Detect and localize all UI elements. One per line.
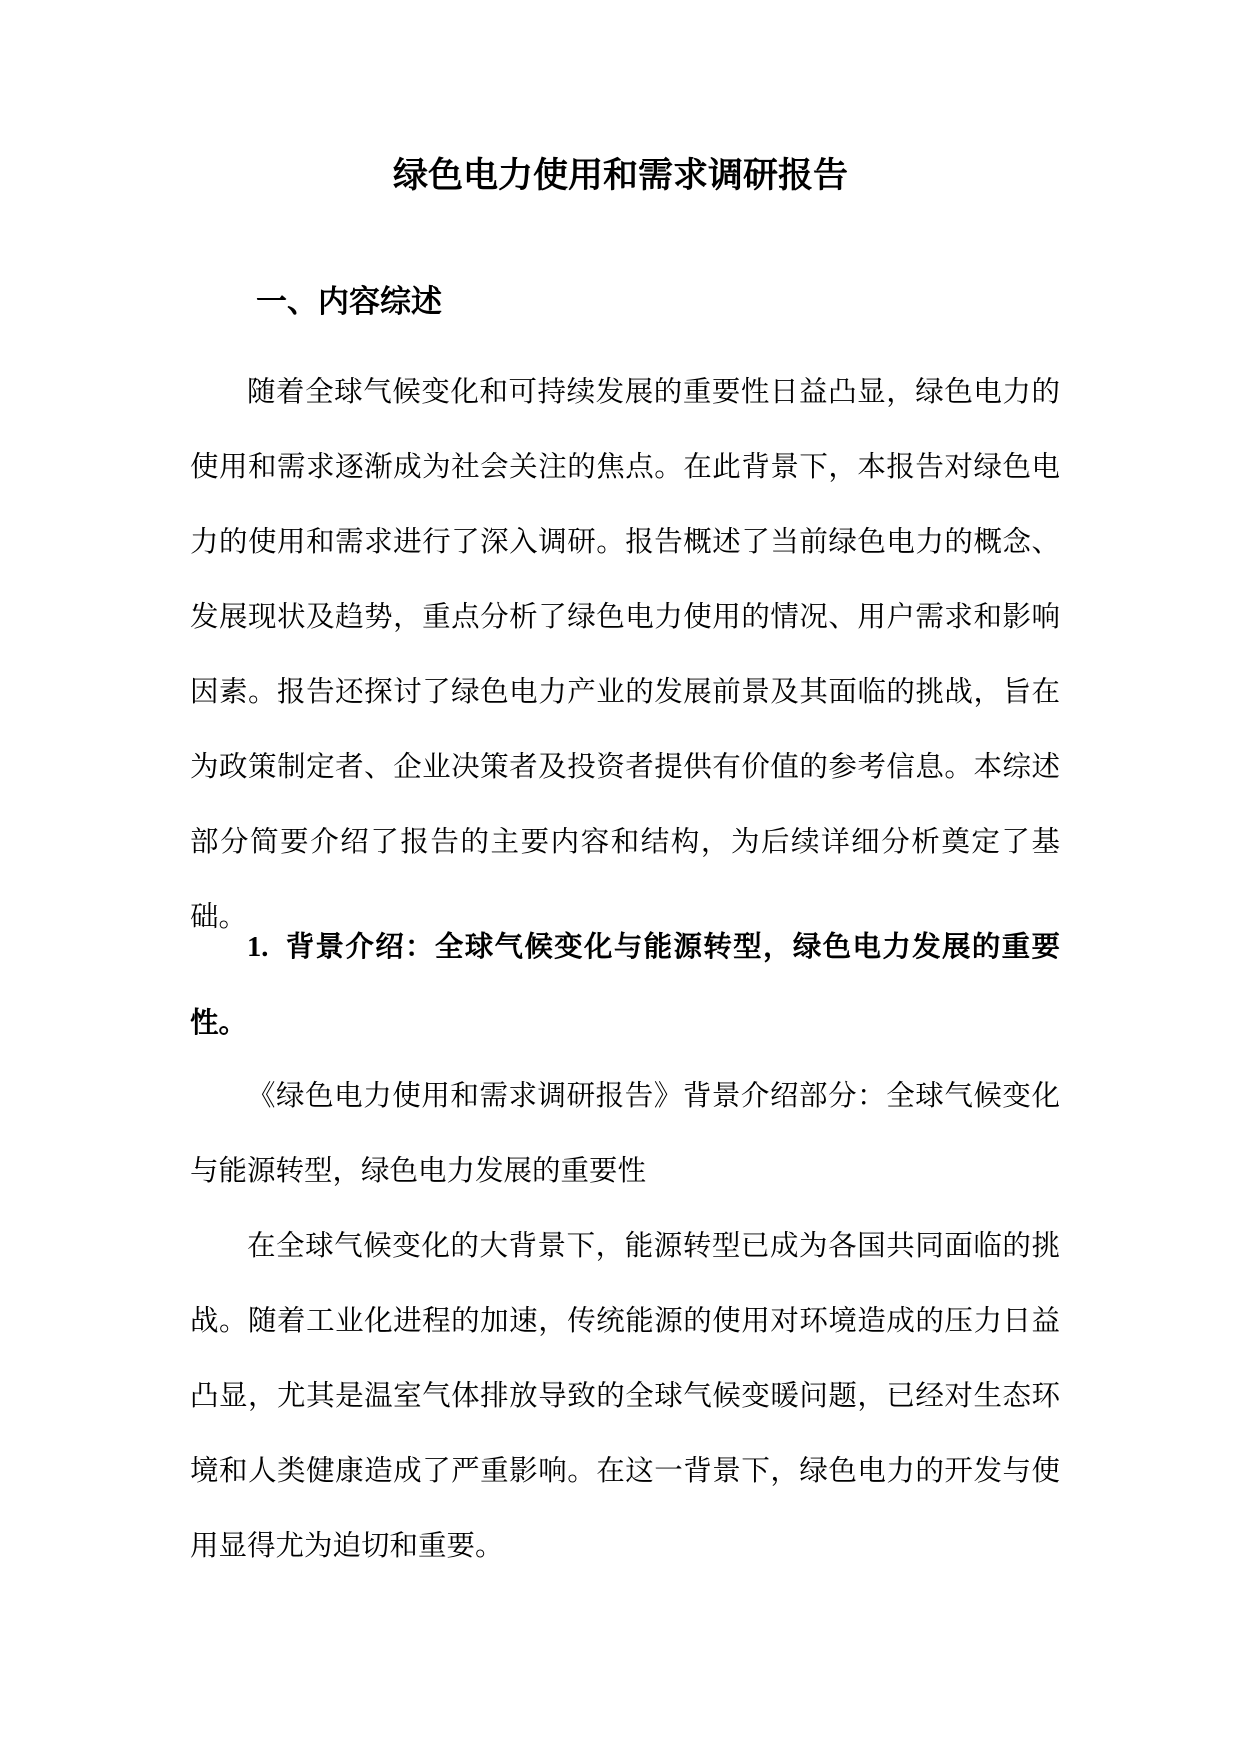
overview-paragraph: 随着全球气候变化和可持续发展的重要性日益凸显，绿色电力的使用和需求逐渐成为社会关注的焦点。在此背景下，本报告对绿色电力的使用和需求进行了深入调研。报告概述了当前绿色电力的概念、发展现状及趋势，重点分析了绿色电力使用的情况、用户需求和影响因素。报告还探讨了绿色电力产业的发展前景及其面临的挑战，旨在为政策制定者、企业决策者及投资者提供有价值的参考信息。本综述部分简要介绍了报告的主要内容和结构，为后续详细分析奠定了基础。 <box>190 375 1060 933</box>
background-intro-paragraph: 《绿色电力使用和需求调研报告》背景介绍部分：全球气候变化与能源转型，绿色电力发展的重要性 <box>190 1079 1060 1187</box>
section-heading: 一、内容综述 <box>256 284 442 320</box>
subsection-heading-text: 背景介绍：全球气候变化与能源转型，绿色电力发展的重要性。 <box>190 929 1060 1039</box>
subsection-number: 1. <box>247 932 269 963</box>
subsection-heading <box>190 909 1060 1060</box>
document-title: 绿色电力使用和需求调研报告 <box>392 155 848 196</box>
background-detail-paragraph: 在全球气候变化的大背景下，能源转型已成为各国共同面临的挑战。随着工业化进程的加速，传统能源的使用对环境造成的压力日益凸显，尤其是温室气体排放导致的全球气候变暖问题，已经对生态环境和人类健康造成了严重影响。在这一背景下，绿色电力的开发与使用显得尤为迫切和重要。 <box>190 1229 1060 1562</box>
